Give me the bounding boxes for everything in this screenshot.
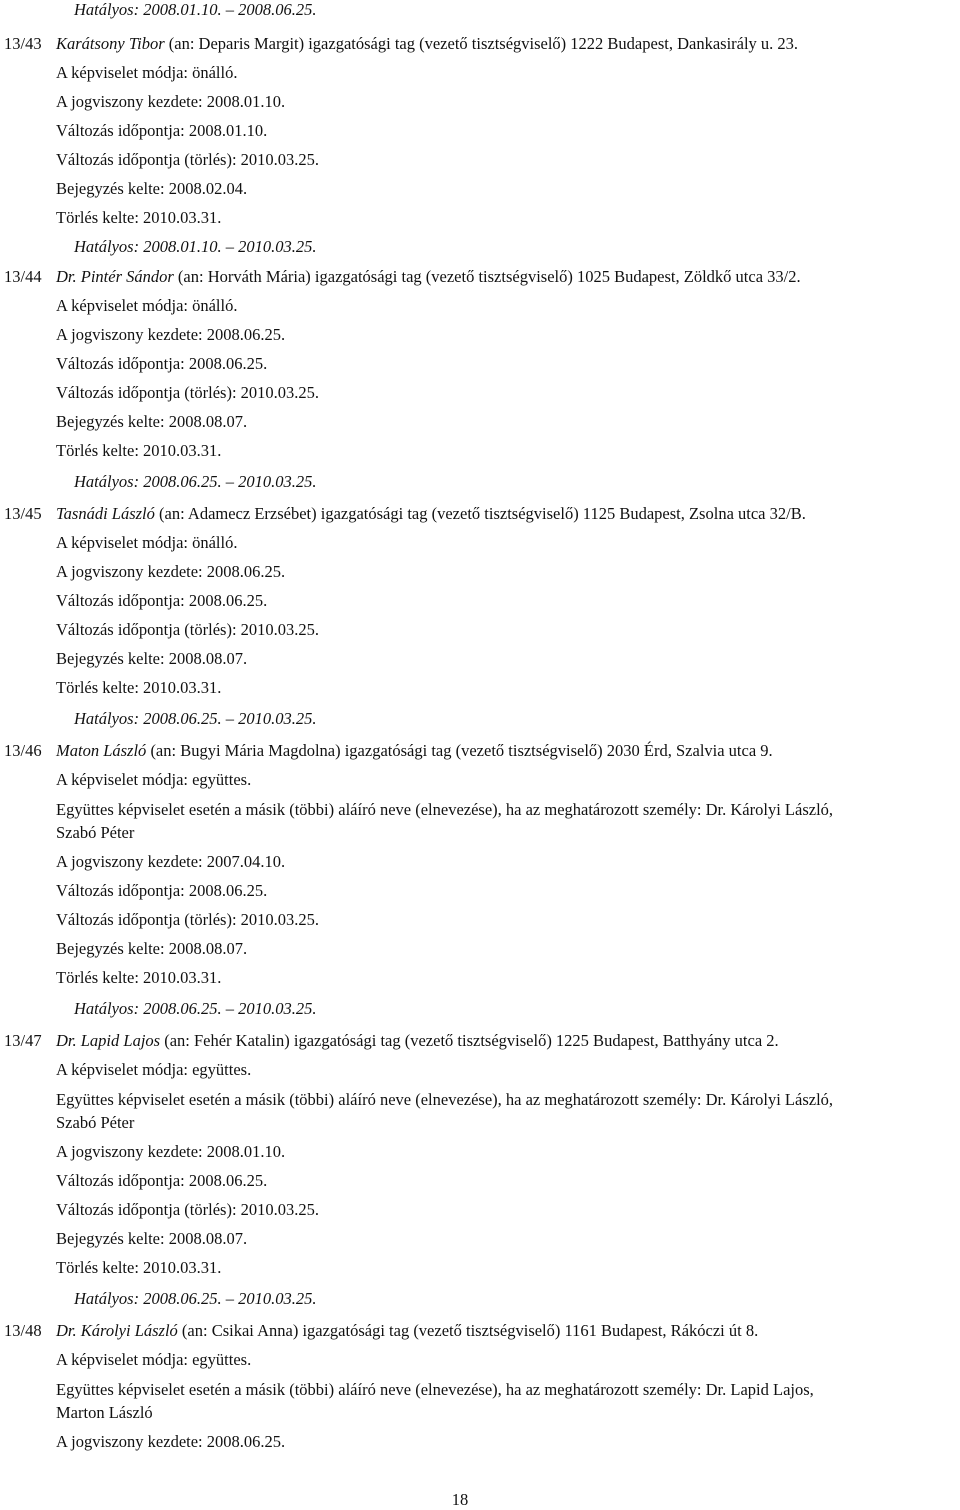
person-details: (an: Deparis Margit) igazgatósági tag (vezető tisztségviselő) 1222 Budapest, Dankasirály u. 23. bbox=[164, 34, 799, 53]
entry-heading bbox=[56, 1031, 779, 1051]
valtozas-line: Változás időpontja: 2008.06.25. bbox=[56, 591, 268, 610]
valtozas-torles-line: Változás időpontja (törlés): 2010.03.25. bbox=[56, 910, 320, 929]
egyuttes-line-continued: Szabó Péter bbox=[56, 1113, 135, 1132]
person-details: (an: Fehér Katalin) igazgatósági tag (vezető tisztségviselő) 1225 Budapest, Batthyány utca 2. bbox=[160, 1031, 779, 1050]
kepviselet-line: A képviselet módja: együttes. bbox=[56, 1350, 252, 1369]
hatalyos-line: Hatályos: 2008.06.25. – 2010.03.25. bbox=[74, 1289, 317, 1308]
bejegyzes-line: Bejegyzés kelte: 2008.08.07. bbox=[56, 412, 248, 431]
jogviszony-line: A jogviszony kezdete: 2008.06.25. bbox=[56, 562, 286, 581]
egyuttes-line-continued: Szabó Péter bbox=[56, 823, 135, 842]
kepviselet-line: A képviselet módja: önálló. bbox=[56, 533, 238, 552]
kepviselet-line: A képviselet módja: együttes. bbox=[56, 770, 252, 789]
valtozas-torles-line: Változás időpontja (törlés): 2010.03.25. bbox=[56, 620, 320, 639]
jogviszony-line: A jogviszony kezdete: 2007.04.10. bbox=[56, 852, 286, 871]
person-name: Dr. Lapid Lajos bbox=[56, 1031, 161, 1050]
kepviselet-line: A képviselet módja: önálló. bbox=[56, 63, 238, 82]
bejegyzes-line: Bejegyzés kelte: 2008.08.07. bbox=[56, 649, 248, 668]
hatalyos-line: Hatályos: 2008.06.25. – 2010.03.25. bbox=[74, 472, 317, 491]
entry-number: 13/48 bbox=[4, 1321, 42, 1340]
egyuttes-line-continued: Marton László bbox=[56, 1403, 153, 1422]
egyuttes-line: Együttes képviselet esetén a másik (többi) aláíró neve (elnevezése), ha az meghatározott személy: Dr. Károlyi László, bbox=[56, 800, 834, 819]
bejegyzes-line: Bejegyzés kelte: 2008.08.07. bbox=[56, 1229, 248, 1248]
torles-line: Törlés kelte: 2010.03.31. bbox=[56, 678, 222, 697]
person-details: (an: Horváth Mária) igazgatósági tag (vezető tisztségviselő) 1025 Budapest, Zöldkő utca 33/2. bbox=[173, 267, 801, 286]
entry-heading bbox=[56, 504, 806, 524]
person-name: Maton László bbox=[56, 741, 147, 760]
person-name: Dr. Pintér Sándor bbox=[56, 267, 174, 286]
entry-heading bbox=[56, 267, 801, 287]
person-details: (an: Adamecz Erzsébet) igazgatósági tag (vezető tisztségviselő) 1125 Budapest, Zsolna utca 32/B. bbox=[154, 504, 806, 523]
valtozas-torles-line: Változás időpontja (törlés): 2010.03.25. bbox=[56, 383, 320, 402]
person-name: Karátsony Tibor bbox=[56, 34, 165, 53]
entry-number: 13/44 bbox=[4, 267, 42, 286]
torles-line: Törlés kelte: 2010.03.31. bbox=[56, 1258, 222, 1277]
torles-line: Törlés kelte: 2010.03.31. bbox=[56, 441, 222, 460]
valtozas-torles-line: Változás időpontja (törlés): 2010.03.25. bbox=[56, 150, 320, 169]
egyuttes-line: Együttes képviselet esetén a másik (többi) aláíró neve (elnevezése), ha az meghatározott személy: Dr. Lapid Lajos, bbox=[56, 1380, 814, 1399]
kepviselet-line: A képviselet módja: együttes. bbox=[56, 1060, 252, 1079]
jogviszony-line: A jogviszony kezdete: 2008.06.25. bbox=[56, 325, 286, 344]
jogviszony-line: A jogviszony kezdete: 2008.01.10. bbox=[56, 92, 286, 111]
valtozas-line: Változás időpontja: 2008.06.25. bbox=[56, 881, 268, 900]
entry-heading bbox=[56, 1321, 758, 1341]
bejegyzes-line: Bejegyzés kelte: 2008.08.07. bbox=[56, 939, 248, 958]
person-name: Tasnádi László bbox=[56, 504, 155, 523]
valtozas-line: Változás időpontja: 2008.01.10. bbox=[56, 121, 268, 140]
hatalyos-line: Hatályos: 2008.01.10. – 2008.06.25. bbox=[74, 0, 317, 19]
entry-number: 13/43 bbox=[4, 34, 42, 53]
person-details: (an: Csikai Anna) igazgatósági tag (vezető tisztségviselő) 1161 Budapest, Rákóczi út 8. bbox=[177, 1321, 759, 1340]
entry-number: 13/45 bbox=[4, 504, 42, 523]
entry-number: 13/46 bbox=[4, 741, 42, 760]
page-number: 18 bbox=[451, 1490, 469, 1509]
valtozas-line: Változás időpontja: 2008.06.25. bbox=[56, 354, 268, 373]
hatalyos-line: Hatályos: 2008.01.10. – 2010.03.25. bbox=[74, 237, 317, 256]
jogviszony-line: A jogviszony kezdete: 2008.01.10. bbox=[56, 1142, 286, 1161]
person-details: (an: Bugyi Mária Magdolna) igazgatósági tag (vezető tisztségviselő) 2030 Érd, Szalvia utca 9. bbox=[146, 741, 773, 760]
valtozas-torles-line: Változás időpontja (törlés): 2010.03.25. bbox=[56, 1200, 320, 1219]
hatalyos-line: Hatályos: 2008.06.25. – 2010.03.25. bbox=[74, 999, 317, 1018]
torles-line: Törlés kelte: 2010.03.31. bbox=[56, 968, 222, 987]
person-name: Dr. Károlyi László bbox=[56, 1321, 178, 1340]
entry-heading bbox=[56, 34, 798, 54]
torles-line: Törlés kelte: 2010.03.31. bbox=[56, 208, 222, 227]
jogviszony-line: A jogviszony kezdete: 2008.06.25. bbox=[56, 1432, 286, 1451]
valtozas-line: Változás időpontja: 2008.06.25. bbox=[56, 1171, 268, 1190]
hatalyos-line: Hatályos: 2008.06.25. – 2010.03.25. bbox=[74, 709, 317, 728]
entry-heading bbox=[56, 741, 773, 761]
bejegyzes-line: Bejegyzés kelte: 2008.02.04. bbox=[56, 179, 248, 198]
kepviselet-line: A képviselet módja: önálló. bbox=[56, 296, 238, 315]
egyuttes-line: Együttes képviselet esetén a másik (többi) aláíró neve (elnevezése), ha az meghatározott személy: Dr. Károlyi László, bbox=[56, 1090, 834, 1109]
entry-number: 13/47 bbox=[4, 1031, 42, 1050]
